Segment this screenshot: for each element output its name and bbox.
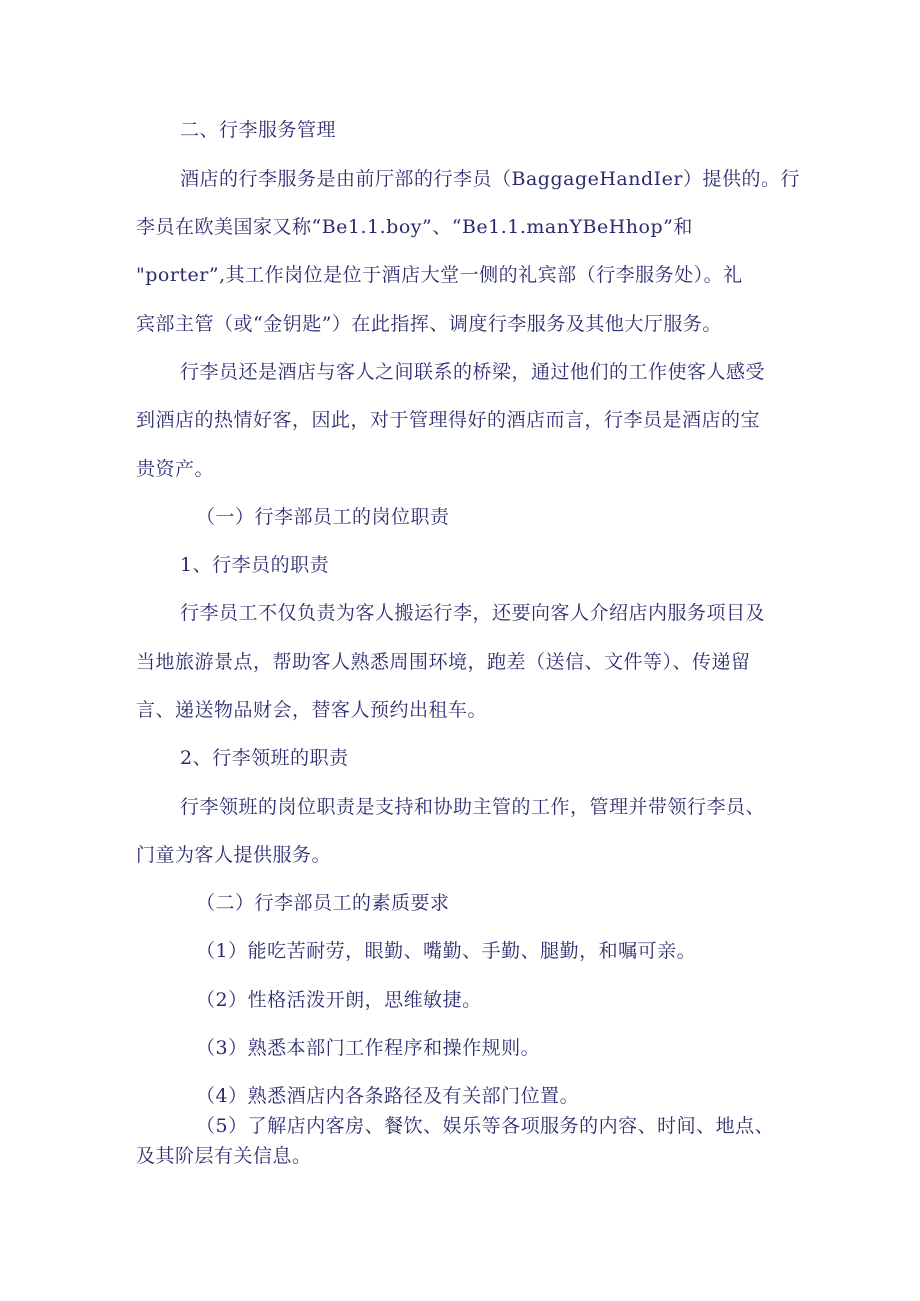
section-title: 二、行李服务管理 [180, 119, 337, 141]
item-title: 2、行李领班的职责 [180, 747, 349, 769]
intro-para-line: 酒店的行李服务是由前厅部的行李员（BaggageHandIer）提供的。行 [180, 168, 800, 190]
requirement-item: （1）能吃苦耐劳，眼勤、嘴勤、手勤、腿勤，和嘱可亲。 [196, 940, 697, 962]
bridge-para-line: 贵资产。 [136, 458, 215, 480]
subsection-title: （二）行李部员工的素质要求 [196, 892, 450, 914]
requirement-item-continuation: 及其阶层有关信息。 [136, 1145, 312, 1167]
intro-para-line: "porter”,其工作岗位是位于酒店大堂一侧的礼宾部（行李服务处）。礼 [136, 264, 743, 286]
item1-para-line: 行李员工不仅负责为客人搬运行李，还要向客人介绍店内服务项目及 [180, 602, 766, 624]
subsection-title: （一）行李部员工的岗位职责 [196, 506, 450, 528]
requirement-item: （4）熟悉酒店内各条路径及有关部门位置。 [196, 1085, 580, 1107]
item2-para-line: 门童为客人提供服务。 [136, 844, 332, 866]
item1-para-line: 言、递送物品财会，替客人预约出租车。 [136, 699, 488, 721]
item2-para-line: 行李领班的岗位职责是支持和协助主管的工作，管理并带领行李员、 [180, 796, 766, 818]
item-title: 1、行李员的职责 [180, 554, 330, 576]
requirement-item: （5）了解店内客房、餐饮、娱乐等各项服务的内容、时间、地点、 [196, 1115, 775, 1137]
item1-para-line: 当地旅游景点，帮助客人熟悉周围环境，跑差（送信、文件等）、传递留 [136, 651, 751, 673]
requirement-item: （2）性格活泼开朗，思维敏捷。 [196, 989, 482, 1011]
bridge-para-line: 到酒店的热情好客，因此，对于管理得好的酒店而言，行李员是酒店的宝 [136, 409, 761, 431]
intro-para-line: 宾部主管（或“金钥匙”）在此指挥、调度行李服务及其他大厅服务。 [136, 313, 722, 335]
bridge-para-line: 行李员还是酒店与客人之间联系的桥梁，通过他们的工作使客人感受 [180, 361, 766, 383]
intro-para-line: 李员在欧美国家又称“Be1.1.boy”、“Be1.1.manYBeHhop”和 [136, 216, 693, 238]
requirement-item: （3）熟悉本部门工作程序和操作规则。 [196, 1037, 541, 1059]
